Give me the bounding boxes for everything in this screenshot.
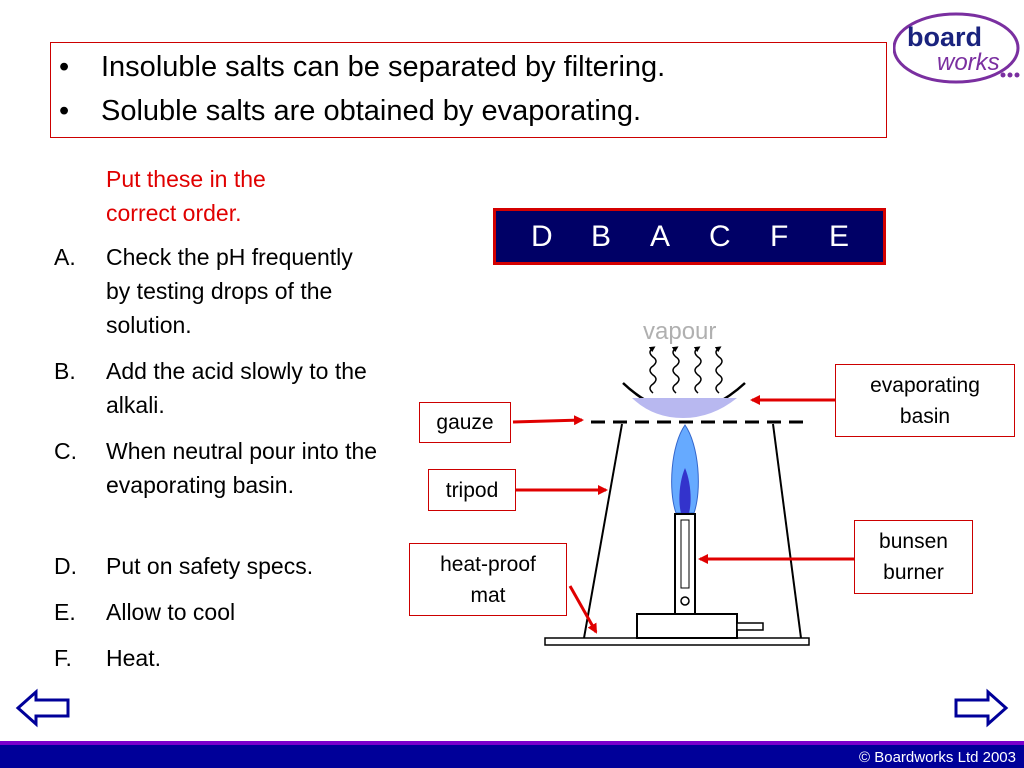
gauze-pointer-arrow bbox=[513, 420, 582, 422]
step-letter: D. bbox=[54, 553, 77, 579]
heat-proof-mat-label: heat-proof mat bbox=[409, 543, 567, 616]
basin-liquid bbox=[632, 398, 737, 418]
forward-arrow-icon[interactable] bbox=[952, 688, 1010, 728]
step-text: Put on safety specs. bbox=[106, 553, 314, 579]
step-letter: E. bbox=[54, 599, 76, 625]
bunsen-burner-label: bunsen burner bbox=[854, 520, 973, 594]
evaporating-basin-label: evaporating basin bbox=[835, 364, 1015, 437]
tripod-leg-right bbox=[773, 424, 801, 638]
gauze-label: gauze bbox=[419, 402, 511, 443]
vapour-squiggles bbox=[650, 348, 722, 393]
step-text: Add the acid slowly to the alkali. bbox=[106, 358, 367, 418]
header-bullet-text: Soluble salts are obtained by evaporating. bbox=[101, 95, 642, 127]
air-hole bbox=[681, 597, 689, 605]
step-text: Heat. bbox=[106, 645, 161, 671]
step-text: Check the pH frequently by testing drops of the solution. bbox=[106, 244, 353, 338]
burner-barrel-inner bbox=[681, 520, 689, 588]
tripod-leg-left bbox=[584, 424, 622, 638]
burner-base bbox=[637, 614, 737, 638]
header-bullet-text: Insoluble salts can be separated by filtering. bbox=[101, 51, 666, 83]
answer-letter: E bbox=[829, 220, 850, 253]
step-letter: F. bbox=[54, 645, 72, 671]
answer-letter: F bbox=[770, 220, 789, 253]
vapour-label: vapour bbox=[643, 318, 717, 345]
tripod-label: tripod bbox=[428, 469, 516, 511]
logo-text-board: board bbox=[907, 22, 983, 52]
heat-proof-mat-shape bbox=[545, 638, 809, 645]
gas-inlet bbox=[737, 623, 763, 630]
back-arrow-icon[interactable] bbox=[14, 688, 72, 728]
answer-letter: B bbox=[591, 220, 612, 253]
step-letter: A. bbox=[54, 244, 76, 270]
answer-letter: D bbox=[531, 220, 553, 253]
bullet-glyph: • bbox=[59, 51, 70, 83]
bullet-glyph: • bbox=[59, 95, 70, 127]
answer-letter: A bbox=[650, 220, 671, 253]
step-text: When neutral pour into the evaporating basin. bbox=[106, 438, 378, 498]
footer-bar bbox=[0, 741, 1024, 768]
step-text: Allow to cool bbox=[106, 599, 236, 625]
copyright-text: © Boardworks Ltd 2003 bbox=[859, 749, 1016, 766]
step-letter: B. bbox=[54, 358, 76, 384]
answer-letter: C bbox=[709, 220, 731, 253]
step-letter: C. bbox=[54, 438, 77, 464]
logo-text-works: works bbox=[937, 49, 1000, 76]
instruction-text: Put these in the correct order. bbox=[106, 166, 266, 226]
